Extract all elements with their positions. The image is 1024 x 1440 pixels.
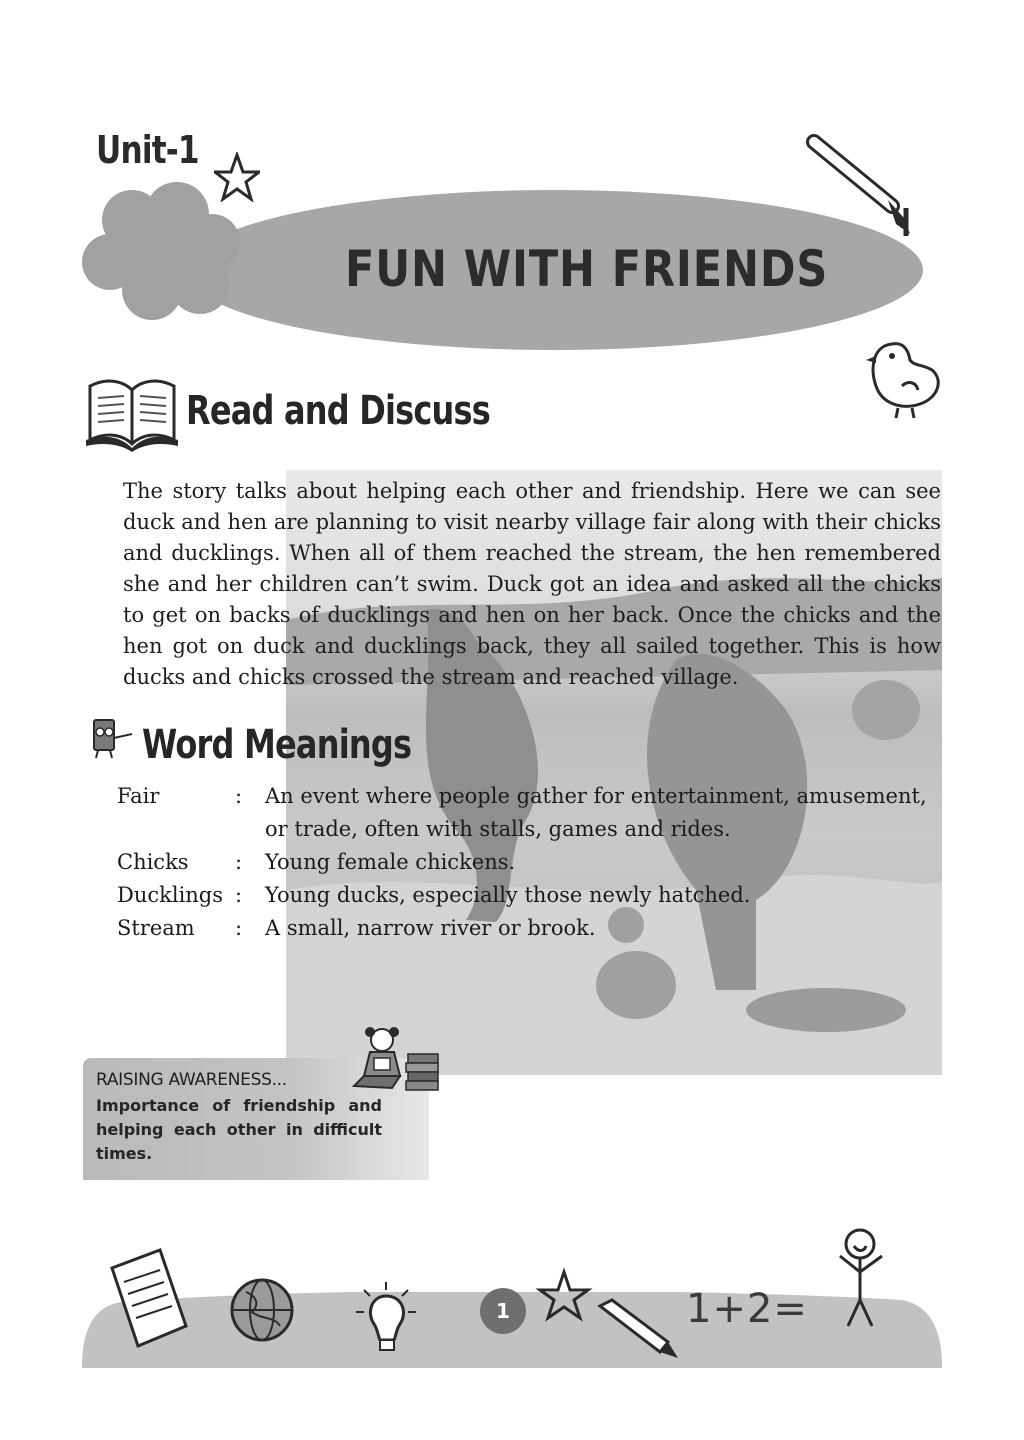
raising-awareness-text: Importance of friendship and helping each other in difficult times. <box>96 1096 382 1163</box>
word-meaning-row <box>117 879 937 912</box>
cloud-icon <box>82 180 242 320</box>
word-term: Chicks <box>117 850 189 874</box>
word-term: Fair <box>117 784 160 808</box>
word-separator: : <box>235 883 243 907</box>
pencil-character-icon <box>84 716 136 760</box>
story-paragraph: The story talks about helping each other and friendship. Here we can see duck and hen are planning to visit nearby village fair along with their chicks and ducklings. When all of them reached the stream, the hen remembered she and her children can’t swim. Duck got an idea and asked all the chicks to get on backs of ducklings and hen on her back. Once the chicks and the hen got on duck and ducklings back, they all sailed together. This is how ducks and chicks crossed the stream and reached village. <box>123 479 941 689</box>
reading-girl-icon <box>352 1024 444 1096</box>
word-definition: Young female chickens. <box>265 850 516 874</box>
open-book-icon <box>84 372 180 452</box>
chick-icon <box>862 330 952 420</box>
unit-label: Unit-1 <box>96 128 199 172</box>
raising-awareness-title: RAISING AWARENESS... <box>96 1070 287 1090</box>
word-meaning-row <box>117 780 937 846</box>
word-term: Stream <box>117 916 195 940</box>
word-meanings-heading: Word Meanings <box>142 722 412 768</box>
word-definition: Young ducks, especially those newly hatched. <box>265 883 751 907</box>
math-doodle: 1+2= <box>686 1286 808 1332</box>
word-separator: : <box>235 784 243 808</box>
word-meaning-row <box>117 846 937 879</box>
word-meanings-list <box>117 780 937 945</box>
unit-title: FUN WITH FRIENDS <box>345 240 829 298</box>
word-definition: An event where people gather for entertainment, amusement, or trade, often with stalls, games and rides. <box>265 784 927 841</box>
word-separator: : <box>235 850 243 874</box>
word-term: Ducklings <box>117 883 224 907</box>
read-and-discuss-heading: Read and Discuss <box>186 388 491 434</box>
word-meaning-row <box>117 912 937 945</box>
page-number: 1 <box>480 1288 526 1334</box>
word-definition: A small, narrow river or brook. <box>265 916 596 940</box>
word-separator: : <box>235 916 243 940</box>
